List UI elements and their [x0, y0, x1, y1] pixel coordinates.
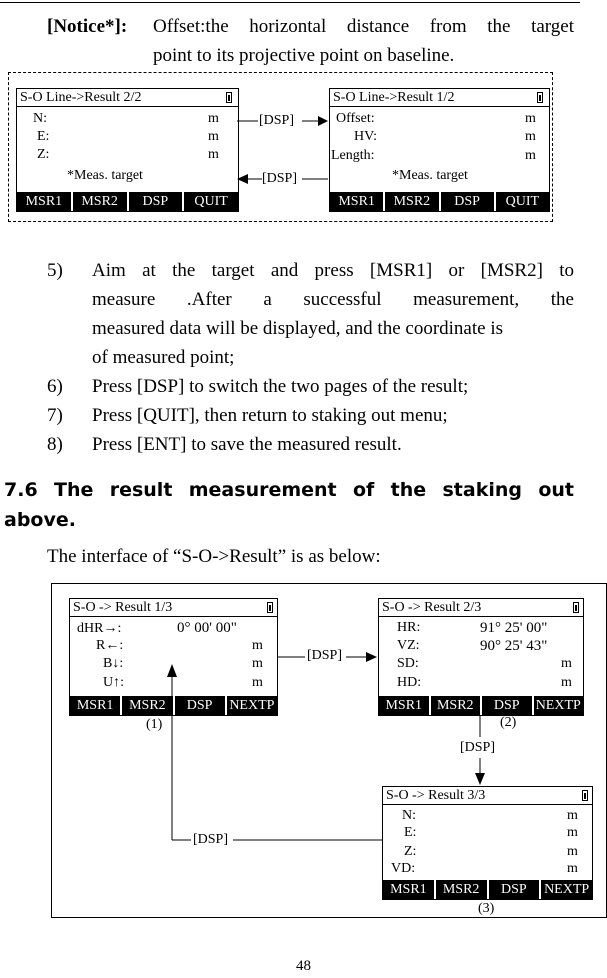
row-label: HR: [397, 620, 421, 635]
msr2-key[interactable]: MSR2 [122, 696, 172, 715]
row-unit: m [208, 129, 219, 144]
row-label: Z: [37, 147, 50, 162]
step-number: 7) [47, 405, 63, 426]
msr2-key[interactable]: MSR2 [436, 880, 487, 899]
row-unit: m [252, 656, 263, 671]
row-value: 91° 25' 00" [480, 620, 548, 636]
intro-text: The interface of “S-O->Result” is as below: [47, 546, 381, 567]
row-unit: m [567, 808, 578, 823]
nextp-key[interactable]: NEXTP [541, 880, 592, 899]
row-label: Z: [404, 844, 417, 859]
row-unit: m [208, 147, 219, 162]
row-unit: m [252, 675, 263, 690]
row-label: N: [402, 808, 416, 823]
dsp-key[interactable]: DSP [175, 696, 225, 715]
step-text-line: Aim at the target and press [MSR1] or [MSR2] to [92, 260, 574, 281]
line-result-screen-1 [329, 88, 550, 212]
row-label: dHR→: [77, 621, 122, 636]
msr1-key[interactable]: MSR1 [379, 696, 429, 715]
step-text-line: measured data will be displayed, and the coordinate is [92, 318, 504, 339]
battery-icon [226, 92, 232, 103]
notice-label: [Notice*]: [47, 16, 128, 37]
row-unit: m [525, 111, 536, 126]
row-unit: m [208, 111, 219, 126]
row-label: E: [404, 825, 417, 840]
row-label: VZ: [397, 638, 420, 653]
dsp-arrow-label: [DSP] [307, 648, 343, 663]
row-value: 90° 25' 43" [480, 638, 548, 654]
result-screen-arrows [160, 640, 500, 850]
screen-title: S-O Line->Result 1/2 [330, 89, 549, 107]
arrow-head-up-icon [167, 664, 177, 677]
arrow-head-right-icon [366, 652, 377, 662]
row-label: Offset: [336, 111, 375, 126]
step-text-line: measure .After a successful measurement, the [92, 289, 574, 310]
dsp-key[interactable]: DSP [482, 696, 532, 715]
step-text-line: Press [ENT] to save the measured result. [92, 434, 402, 455]
screen-caption: (1) [146, 717, 163, 732]
battery-icon [537, 92, 543, 103]
row-unit: m [252, 638, 263, 653]
step-text-line: Press [QUIT], then return to staking out menu; [92, 405, 448, 426]
row-unit: m [567, 844, 578, 859]
row-unit: m [525, 129, 536, 144]
softkey-bar [383, 880, 592, 899]
row-unit: m [567, 861, 578, 876]
quit-key[interactable]: QUIT [496, 192, 549, 211]
notice-line-1: Offset:the horizontal distance from the target [153, 16, 574, 37]
page-number: 48 [296, 958, 311, 974]
arrow-head-right-icon [318, 116, 328, 126]
measure-note: *Meas. target [392, 168, 468, 183]
measure-note: *Meas. target [67, 168, 143, 183]
section-heading-line-1: 7.6 The result measurement of the staking out [4, 479, 574, 501]
section-heading [4, 475, 574, 535]
notice-line-2: point to its projective point on baseline. [153, 45, 455, 66]
row-value: 0° 00' 00" [177, 620, 237, 636]
row-label: VD: [391, 861, 416, 876]
row-label: N: [33, 111, 47, 126]
row-unit: m [561, 675, 572, 690]
nextp-key[interactable]: NEXTP [227, 696, 277, 715]
quit-key[interactable]: QUIT [184, 192, 238, 211]
arrow-head-down-icon [475, 773, 485, 785]
battery-icon [267, 602, 273, 613]
msr2-key[interactable]: MSR2 [431, 696, 481, 715]
dsp-key[interactable]: DSP [129, 192, 183, 211]
top-rule [0, 2, 580, 3]
screen-title: S-O Line->Result 2/2 [17, 89, 238, 107]
nextp-key[interactable]: NEXTP [534, 696, 584, 715]
row-label: Length: [331, 148, 375, 163]
step-text-line: of measured point; [92, 347, 235, 368]
dsp-arrow-label: [DSP] [460, 740, 496, 755]
dsp-key[interactable]: DSP [489, 880, 540, 899]
dsp-arrow-label: [DSP] [262, 171, 298, 186]
battery-icon [573, 602, 579, 613]
msr1-key[interactable]: MSR1 [330, 192, 383, 211]
msr1-key[interactable]: MSR1 [383, 880, 434, 899]
row-unit: m [567, 825, 578, 840]
row-label: E: [37, 129, 50, 144]
row-label: U↑: [103, 675, 124, 690]
msr1-key[interactable]: MSR1 [70, 696, 120, 715]
step-number: 6) [47, 376, 63, 397]
battery-icon [582, 790, 588, 801]
step-number: 8) [47, 434, 63, 455]
dsp-arrow-label: [DSP] [193, 832, 229, 847]
section-heading-line-2: above. [4, 509, 76, 531]
row-unit: m [561, 656, 572, 671]
msr2-key[interactable]: MSR2 [73, 192, 127, 211]
row-unit: m [525, 148, 536, 163]
screen-caption: (3) [478, 901, 495, 916]
dsp-arrow-label: [DSP] [259, 113, 295, 128]
step-text-line: Press [DSP] to switch the two pages of the result; [92, 376, 469, 397]
msr2-key[interactable]: MSR2 [385, 192, 438, 211]
screen-title: S-O -> Result 1/3 [70, 599, 277, 617]
row-label: B↓: [103, 656, 124, 671]
softkey-bar [330, 192, 549, 211]
screen-title: S-O -> Result 3/3 [383, 787, 592, 805]
msr1-key[interactable]: MSR1 [17, 192, 71, 211]
line-result-screen-2 [16, 88, 239, 212]
screen-title: S-O -> Result 2/3 [379, 599, 583, 617]
dsp-key[interactable]: DSP [441, 192, 494, 211]
screen-caption: (2) [500, 715, 517, 730]
arrow-head-left-icon [237, 174, 248, 184]
step-number: 5) [47, 260, 63, 281]
row-label: SD: [397, 656, 419, 671]
row-label: R←: [96, 638, 124, 653]
row-label: HD: [397, 675, 422, 690]
row-label: HV: [354, 129, 378, 144]
softkey-bar [17, 192, 238, 211]
